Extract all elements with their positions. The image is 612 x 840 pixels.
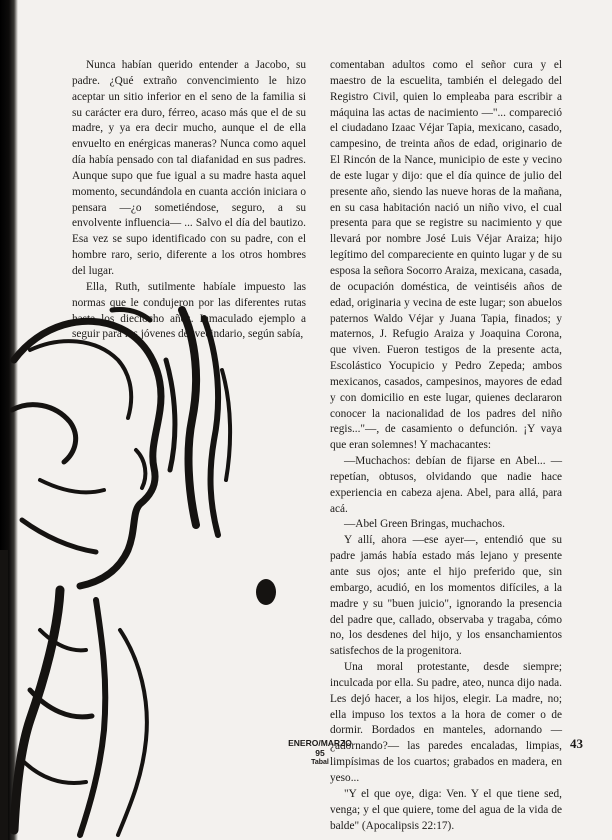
paragraph: —Muchachos: debían de fijarse en Abel... —repetían, obtusos, olvidando que nadie hace experiencia en cabeza ajena. Abel, para allá, para acá.: [330, 455, 562, 515]
ink-drawing-illustration: [0, 300, 300, 840]
paragraph: Y allí, ahora —ese ayer—, entendió que su padre jamás había estado más lejano y presente ante sus ojos; ante el hijo preferido que, sin embargo, acudió, en los momentos difíciles, a la madre y su "buen juicio", ignorando la presencia del padre que, callado, observaba y tragaba, cómo no, los desdenes del hijo, y los ensanchamientos satisfechos de la progenitora.: [330, 534, 562, 658]
footer-issue: [285, 738, 355, 768]
paragraph: Ella, Ruth, sutilmente habíale impuesto las normas que le condujeron por las diferentes rutas hasta los dieciocho años. Inmaculado ejemplo a seguir para los jóvenes del vecindario, según sabía,: [72, 280, 306, 341]
issue-date: ENERO/MARZO 95: [288, 738, 352, 758]
paragraph: comentaban adultos como el señor cura y el maestro de la escuelita, también el delegado del Registro Civil, quien lo empleaba para escribir a máquina las actas de nacimiento —"... compareció el ciudadano Izaac Véjar Tapia, mexicano, casado, campesino, de treinta años de edad, originario de El Rincón de la Nance, municipio de este y vecino de este lugar y dijo: que el día quince de julio del presente año, siendo las nueve horas de la mañana, en su casa habitación nació un niño vivo, el cual presenta para que se registre su nacimiento y que llevará por nombre José Luis Véjar Araiza; hijo legítimo del compareciente en quinto lugar y de su esposa la señora Socorro Araiza, mexicana, casada, de ocupación doméstica, de veintiséis años de edad, originaria y vecina de este lugar; son abuelos paternos Waldo Véjar y Juana Tapia, finados; y maternos, J. Refugio Araiza y Joaquina Corona, que viven. Fueron testigos de la presente acta, Escolástico Yocupicio y Pedro Zepeda; ambos mexicanos, casados, campesinos, mayores de edad y con domicilio en este lugar, quienes declararon conocer la nacionalidad de los padres del niño regis..."—, de casamiento o defunción. ¡Y vaya que eran solemnes! Y machacantes:: [330, 59, 562, 452]
paragraph: "Y el que oye, diga: Ven. Y el que tiene sed, venga; y el que quiere, tome del agua de la vida de balde" (Apocalipsis 22:17).: [330, 787, 562, 832]
page-number: 43: [570, 736, 583, 751]
paragraph: Nunca habían querido entender a Jacobo, su padre. ¿Qué extraño convencimiento le hizo aceptar un sitio inferior en el seno de la familia si su carácter era duro, férreo, acaso más que el de su madre, y ya era decir mucho, aunque el de ella envuelto en enérgicas maneras? Nunca como aquel día había pensado con tal diafanidad en sus padres. Aunque supo que fue igual a su madre hasta aquel momento, secundándola en cuanta acción iniciara o pensara —¿o sometiéndose, seguro, a su envolvente influencia— ... Salvo el día del bautizo. Esa vez se supo identificado con su padre, con el hombre raro, serio, diferente a los otros hombres del lugar.: [72, 59, 306, 277]
magazine-brand: Tabal: [311, 759, 329, 766]
right-text-column: [330, 58, 562, 834]
paragraph: —Abel Green Bringas, muchachos.: [344, 518, 505, 531]
paragraph: Una moral protestante, desde siempre; inculcada por ella. Su padre, ateo, nunca dijo nada. Les dejó hacer, a los hijos, elegir. La madre, no; ella impuso los textos a la hora de comer o de dormir. Bordados en manteles, adornando —¿adornando?— las paredes encaladas, limpias, limpísimas de los cuartos; grabados en madera, en yeso...: [330, 661, 562, 784]
